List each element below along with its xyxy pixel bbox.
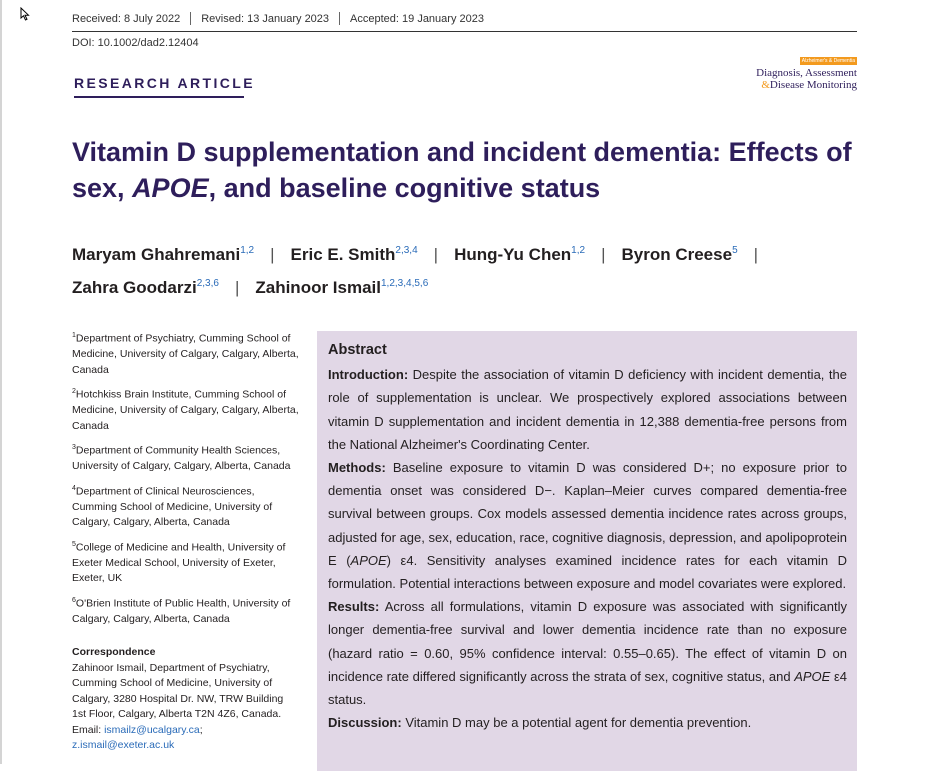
date-divider (190, 12, 191, 25)
author-separator: | (234, 278, 240, 297)
author-name[interactable]: Hung-Yu Chen (454, 245, 572, 264)
author-name[interactable]: Maryam Ghahremani (72, 245, 241, 264)
abstract-methods (328, 456, 847, 595)
title-part1: Vitamin D supplementation and incident dementia: Effects of sex, (72, 137, 852, 203)
results-gene: APOE (794, 668, 831, 684)
article-title (72, 134, 852, 206)
abstract-discussion (328, 711, 847, 734)
author-affiliation-ref[interactable]: 2,3,6 (196, 278, 219, 289)
author-affiliation-ref[interactable]: 2,3,4 (395, 245, 418, 256)
author-affiliation-ref[interactable]: 1,2,3,4,5,6 (381, 278, 429, 289)
date-divider (339, 12, 340, 25)
email-link-ucalgary[interactable]: ismailz@ucalgary.ca (104, 723, 200, 736)
affiliation-number: 1 (72, 332, 76, 339)
affiliation-text: O'Brien Institute of Public Health, University of Calgary, Calgary, Alberta, Canada (72, 597, 291, 625)
author-list (72, 236, 852, 302)
author[interactable] (72, 245, 254, 264)
email-separator: ; (199, 723, 203, 736)
title-part2: , and baseline cognitive status (208, 173, 601, 203)
author[interactable] (622, 245, 738, 264)
received-date: Received: 8 July 2022 (72, 12, 181, 25)
methods-text-2: ) ε4. Sensitivity analyses examined incidence rates for each vitamin D formulation. Potential interactions between exposure and model covariates were explored. (328, 552, 847, 592)
author[interactable] (255, 278, 428, 297)
discussion-text: Vitamin D may be a potential agent for dementia prevention. (405, 715, 752, 731)
page-edge-rule (0, 0, 2, 764)
affiliation-item (72, 481, 300, 531)
discussion-label: Discussion: (328, 715, 402, 731)
title-gene: APOE (132, 173, 209, 203)
author-separator: | (753, 245, 759, 264)
email-label: Email: (72, 723, 105, 736)
doi: DOI: 10.1002/dad2.12404 (72, 37, 199, 49)
affiliation-item (72, 593, 300, 628)
introduction-text: Despite the association of vitamin D deficiency with incident dementia, the role of supplementation is unclear. We prospectively explored associations between vitamin D supplementation and incident dementia in 12,388 dementia-free persons from the National Alzheimer's Coordinating Center. (328, 367, 847, 452)
affiliation-item (72, 384, 300, 434)
correspondence-email (72, 723, 300, 754)
author[interactable] (454, 245, 585, 264)
article-dates (72, 12, 484, 25)
affiliation-number: 3 (72, 444, 76, 451)
methods-text-1: Baseline exposure to vitamin D was considered D+; no exposure prior to dementia onset was considered D−. Kaplan–Meier curves compared dementia-free survival between groups. Cox models assessed dementia incidence rates across groups, adjusted for age, sex, education, race, cognitive diagnosis, depression, and apolipoprotein E ( (328, 460, 847, 568)
journal-name-line1: Diagnosis, Assessment (756, 67, 857, 79)
affiliations (72, 328, 300, 754)
affiliation-text: Hotchkiss Brain Institute, Cumming School of Medicine, University of Calgary, Calgary, Alberta, Canada (72, 388, 299, 432)
correspondence-heading: Correspondence (72, 646, 156, 658)
email-link-exeter[interactable]: z.ismail@exeter.ac.uk (72, 739, 175, 751)
affiliation-item (72, 440, 300, 475)
journal-name-line2-text: Disease Monitoring (769, 79, 857, 91)
correspondence-text: Zahinoor Ismail, Department of Psychiatry, Cumming School of Medicine, University of Calgary, 3280 Hospital Dr. NW, TRW Building 1st Floor, Calgary, Alberta T2N 4Z6, Canada. (72, 661, 284, 720)
section-label-underline (74, 96, 244, 98)
affiliation-item (72, 328, 300, 378)
author-affiliation-ref[interactable]: 1,2 (571, 245, 586, 256)
author-separator: | (270, 245, 275, 264)
author-name[interactable]: Zahra Goodarzi (72, 278, 197, 297)
results-text-1: Across all formulations, vitamin D exposure was associated with significantly longer dementia-free survival and lower dementia incidence rate than no exposure (hazard ratio = 0.60, 95% confidence interval: 0.55–0.65). The effect of vitamin D on incidence rate differed significantly across the strata of sex, cognitive status, and (328, 599, 847, 684)
affiliation-text: Department of Psychiatry, Cumming School of Medicine, University of Calgary, Calgary, Alberta, Canada (72, 332, 299, 376)
introduction-label: Introduction: (328, 367, 409, 383)
author-separator: | (601, 245, 606, 264)
revised-date: Revised: 13 January 2023 (201, 12, 330, 25)
author[interactable] (72, 278, 219, 297)
affiliation-number: 5 (72, 540, 76, 548)
author-name[interactable]: Zahinoor Ismail (255, 278, 381, 297)
abstract-results (328, 595, 847, 711)
mouse-pointer-icon (20, 7, 30, 21)
accepted-date: Accepted: 19 January 2023 (350, 12, 484, 25)
results-label: Results: (328, 599, 380, 615)
results-text-2: ε4 status. (328, 668, 847, 708)
author-separator: | (433, 245, 439, 264)
journal-ampersand: & (761, 79, 770, 91)
affiliation-text: Department of Clinical Neurosciences, Cumming School of Medicine, University of Calgary, Calgary, Alberta, Canada (72, 485, 273, 528)
section-label: RESEARCH ARTICLE (74, 75, 255, 91)
methods-label: Methods: (328, 460, 386, 476)
affiliation-text: Department of Community Health Sciences, University of Calgary, Calgary, Alberta, Canada (72, 444, 291, 472)
author-name[interactable]: Byron Creese (621, 245, 733, 264)
affiliation-number: 2 (72, 388, 76, 395)
affiliation-number: 6 (72, 596, 76, 604)
abstract-heading: Abstract (328, 342, 387, 358)
affiliation-text: College of Medicine and Health, University of Exeter Medical School, University of Exeter, Exeter, UK (72, 541, 286, 584)
methods-gene: APOE (350, 552, 387, 568)
abstract-box (317, 331, 857, 771)
journal-logo (756, 49, 857, 91)
affiliation-item (72, 537, 300, 587)
abstract-introduction (328, 363, 847, 456)
journal-logo-banner: Alzheimer's & Dementia (801, 58, 855, 64)
journal-name-line2 (756, 79, 857, 91)
affiliation-number: 4 (72, 484, 76, 492)
header-rule (72, 31, 857, 32)
author-affiliation-ref[interactable]: 5 (732, 245, 738, 256)
author-name[interactable]: Eric E. Smith (290, 245, 396, 264)
author-affiliation-ref[interactable]: 1,2 (240, 245, 255, 256)
author[interactable] (291, 245, 418, 264)
